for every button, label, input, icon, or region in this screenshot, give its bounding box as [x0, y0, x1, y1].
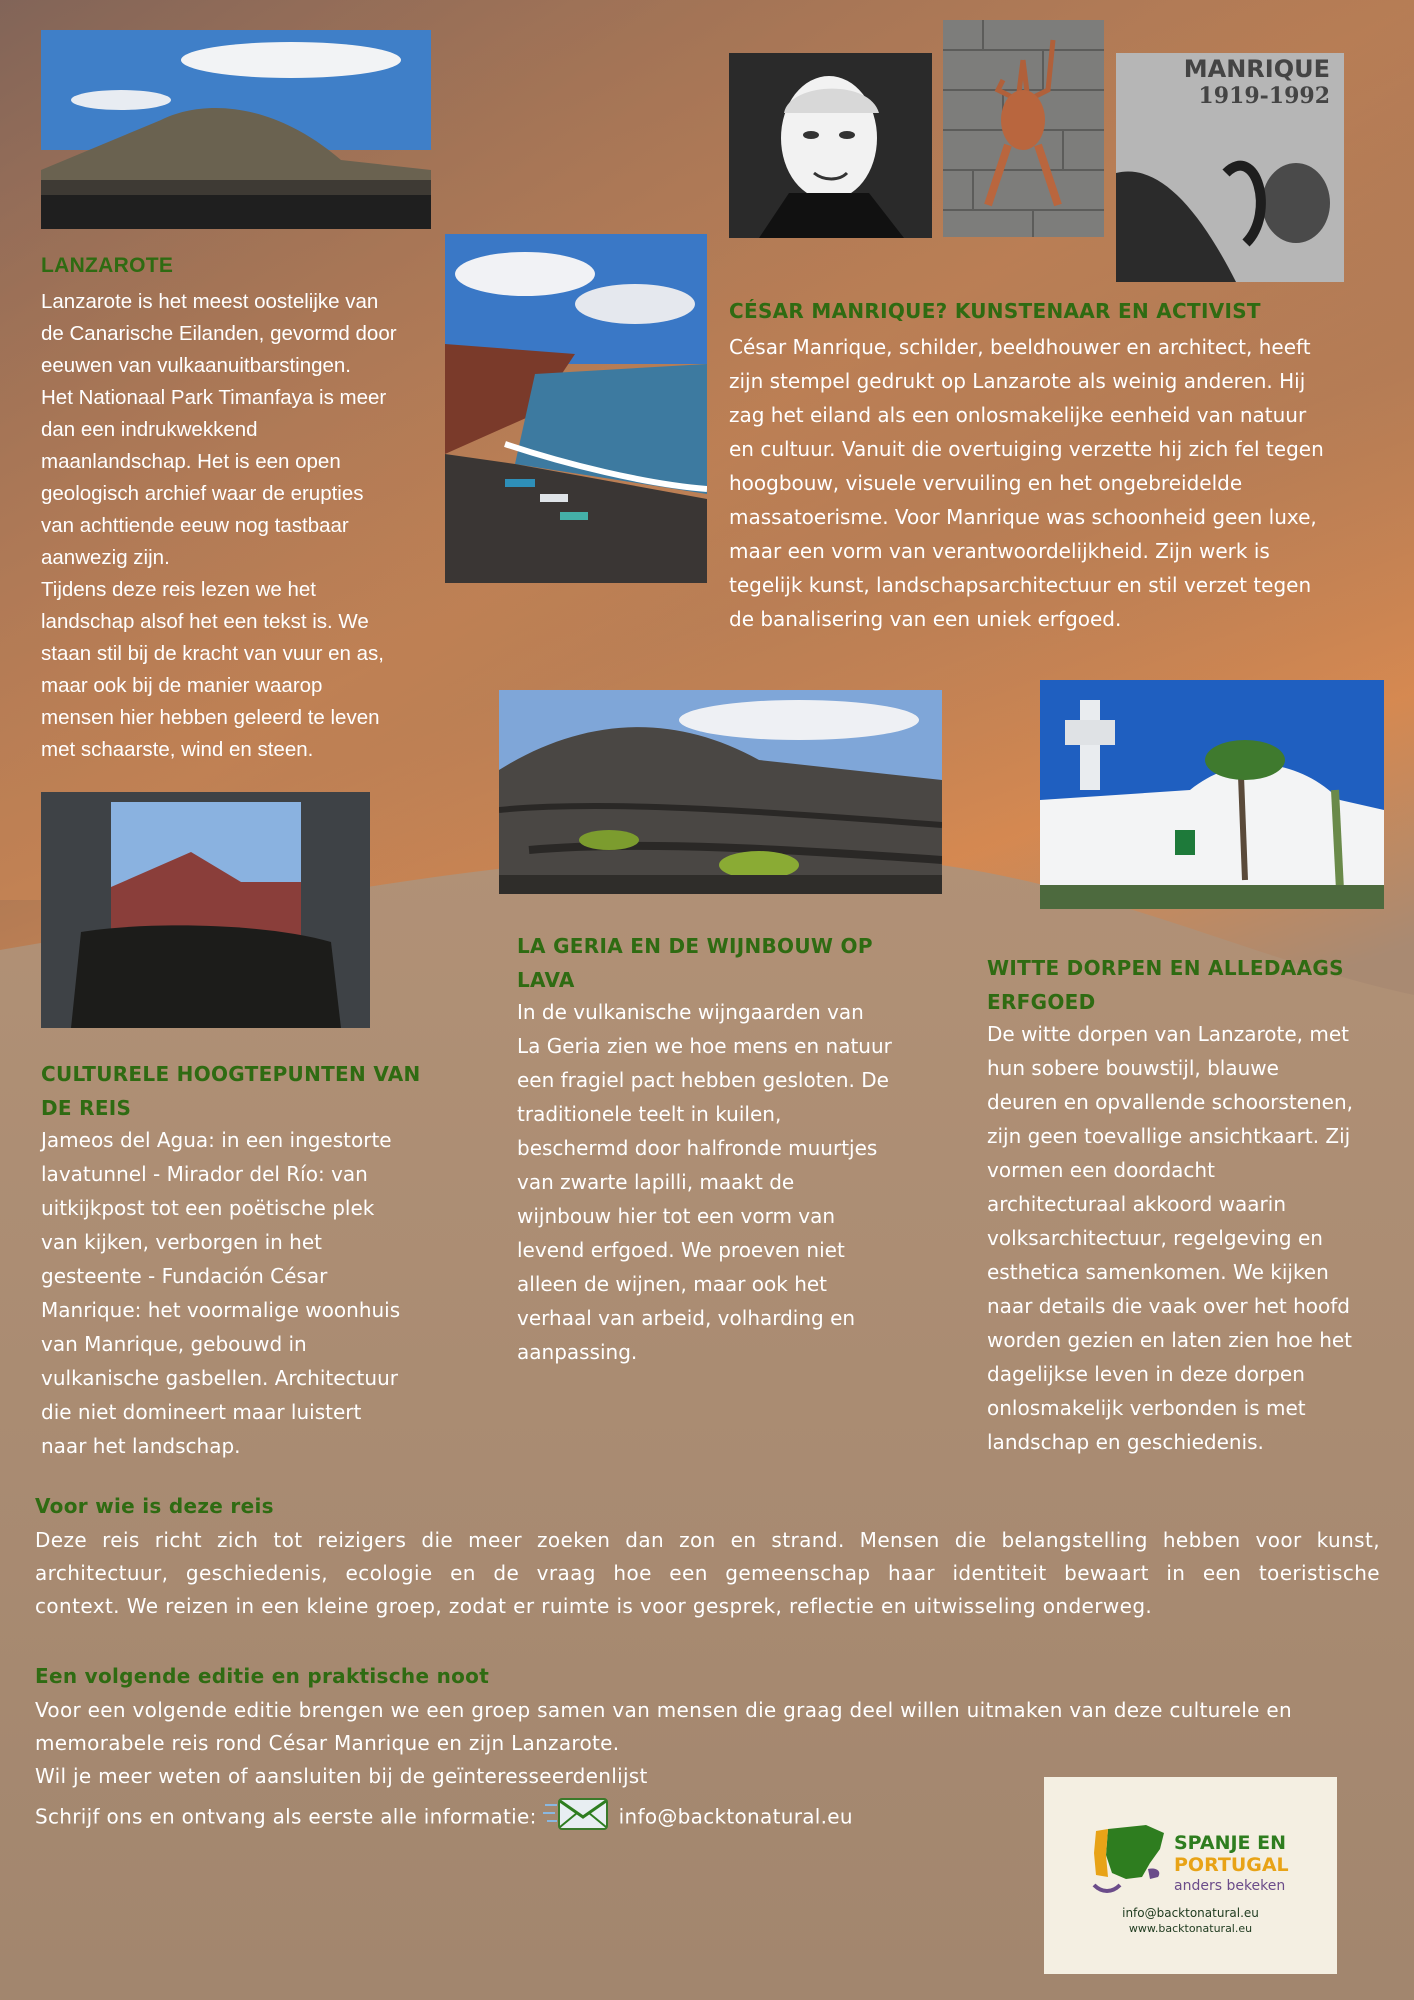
text-line: staan stil bij de kracht van vuur en as,	[41, 642, 384, 665]
heading-line: LA GERIA EN DE WIJNBOUW OP	[517, 934, 873, 958]
text-line: Het Nationaal Park Timanfaya is meer	[41, 386, 387, 409]
text-voor-wie	[35, 1524, 1380, 1623]
heading-line: DE REIS	[41, 1096, 132, 1120]
text-line: traditionele teelt in kuilen,	[517, 1102, 782, 1126]
banner-title: MANRIQUE	[1183, 55, 1330, 83]
text-line: verhaal van arbeid, volharding en	[517, 1306, 856, 1330]
text-geria	[517, 995, 892, 1369]
text-manrique	[729, 330, 1324, 636]
photo-devil-sculpture	[943, 20, 1104, 237]
text-line: en cultuur. Vanuit die overtuiging verzette hij zich fel tegen	[729, 437, 1324, 461]
heading-voor-wie: Voor wie is deze reis	[35, 1494, 274, 1518]
text-line: de banalisering van een uniek erfgoed.	[729, 607, 1122, 631]
text-line: landschap alsof het een tekst is. We	[41, 610, 369, 633]
text-line: massatoerisme. Voor Manrique was schoonheid geen luxe,	[729, 505, 1317, 529]
photo-window-view	[41, 792, 370, 1028]
text-line: dagelijkse leven in deze dorpen	[987, 1362, 1305, 1386]
text-line: De witte dorpen van Lanzarote, met	[987, 1022, 1349, 1046]
text-line: zag het eiland als een onlosmakelijke eenheid van natuur	[729, 403, 1307, 427]
text-line: zijn geen toevallige ansichtkaart. Zij	[987, 1124, 1351, 1148]
text-line: aanpassing.	[517, 1340, 638, 1364]
text-line: met schaarste, wind en steen.	[41, 738, 314, 761]
heading-hoogtepunten	[41, 1057, 421, 1125]
text-line: Jameos del Agua: in een ingestorte	[41, 1128, 392, 1152]
photo-manrique-portrait	[729, 53, 932, 238]
heading-lanzarote: LANZAROTE	[41, 254, 174, 277]
heading-line: WITTE DORPEN EN ALLEDAAGS	[987, 956, 1344, 980]
text-line: Wil je meer weten of aansluiten bij de geïnteresseerdenlijst	[35, 1764, 648, 1788]
logo-line-1: SPANJE EN	[1174, 1832, 1287, 1854]
text-line: mensen hier hebben geleerd te leven	[41, 706, 380, 729]
text-line: worden gezien en laten zien hoe het	[987, 1328, 1353, 1352]
heading-geria	[517, 929, 873, 997]
text-line: deuren en opvallende schoorstenen,	[987, 1090, 1353, 1114]
banner-years: 1919-1992	[1198, 83, 1330, 109]
logo-line-3: anders bekeken	[1174, 1878, 1286, 1894]
text-line: In de vulkanische wijngaarden van	[517, 1000, 864, 1024]
text-line: lavatunnel - Mirador del Río: van	[41, 1162, 368, 1186]
text-line: maar ook bij de manier waarop	[41, 674, 323, 697]
text-line: maanlandschap. Het is een open	[41, 450, 341, 473]
heading-line: CULTURELE HOOGTEPUNTEN VAN	[41, 1062, 421, 1086]
text-line: die niet domineert maar luistert	[41, 1400, 362, 1424]
iberia-map-icon	[1086, 1819, 1176, 1919]
logo-card	[1044, 1777, 1337, 1974]
text-line: alleen de wijnen, maar ook het	[517, 1272, 828, 1296]
logo-line-2: PORTUGAL	[1174, 1854, 1289, 1876]
photo-white-village	[1040, 680, 1384, 909]
logo-website: www.backtonatural.eu	[1128, 1922, 1253, 1935]
text-line: architecturaal akkoord waarin	[987, 1192, 1287, 1216]
text-line: eeuwen van vulkaanuitbarstingen.	[41, 354, 351, 377]
photo-black-beach	[445, 234, 707, 583]
envelope-icon	[543, 1793, 613, 1843]
photo-la-geria	[499, 690, 942, 894]
heading-manrique: CÉSAR MANRIQUE? KUNSTENAAR EN ACTIVIST	[729, 299, 1261, 323]
text-line: geologisch archief waar de erupties	[41, 482, 364, 505]
text-line: van Manrique, gebouwd in	[41, 1332, 307, 1356]
text-line: van zwarte lapilli, maakt de	[517, 1170, 795, 1194]
text-line: Voor een volgende editie brengen we een groep samen van mensen die graag deel willen uitmaken van deze culturele en	[35, 1698, 1292, 1722]
photo-manrique-banner	[1116, 53, 1344, 282]
heading-dorpen	[987, 951, 1344, 1019]
text-line: landschap en geschiedenis.	[987, 1430, 1264, 1454]
text-line: maar een vorm van verantwoordelijkheid. Zijn werk is	[729, 539, 1270, 563]
text-line: memorabele reis rond César Manrique en zijn Lanzarote.	[35, 1731, 620, 1755]
text-line: vulkanische gasbellen. Architectuur	[41, 1366, 398, 1390]
text-line: architectuur, geschiedenis, ecologie en de vraag hoe een gemeenschap haar identiteit bewaart in een toeristische	[35, 1561, 1380, 1585]
text-line: aanwezig zijn.	[41, 546, 170, 569]
text-line: uitkijkpost tot een poëtische plek	[41, 1196, 375, 1220]
text-line: levend erfgoed. We proeven niet	[517, 1238, 845, 1262]
text-line: context. We reizen in een kleine groep, zodat er ruimte is voor gesprek, reflectie en uitwisseling onderweg.	[35, 1594, 1153, 1618]
text-line: beschermd door halfronde muurtjes	[517, 1136, 878, 1160]
text-line: volksarchitectuur, regelgeving en	[987, 1226, 1323, 1250]
text-lanzarote	[41, 286, 397, 766]
text-line: esthetica samenkomen. We kijken	[987, 1260, 1329, 1284]
heading-line: ERFGOED	[987, 990, 1096, 1014]
text-line: een fragiel pact hebben gesloten. De	[517, 1068, 889, 1092]
text-line: naar details die vaak over het hoofd	[987, 1294, 1350, 1318]
text-line: wijnbouw hier tot een vorm van	[517, 1204, 836, 1228]
heading-line: LAVA	[517, 968, 575, 992]
text-dorpen	[987, 1017, 1353, 1459]
text-line: Deze reis richt zich tot reizigers die meer zoeken dan zon en strand. Mensen die belangstelling hebben voor kunst,	[35, 1528, 1380, 1552]
text-line: van achttiende eeuw nog tastbaar	[41, 514, 349, 537]
photo-lanzarote-mountain	[41, 30, 431, 229]
text-line: vormen een doordacht	[987, 1158, 1215, 1182]
text-line: dan een indrukwekkend	[41, 418, 258, 441]
text-line: hoogbouw, visuele vervuiling en het ongebreidelde	[729, 471, 1243, 495]
text-line: de Canarische Eilanden, gevormd door	[41, 322, 397, 345]
text-line: zijn stempel gedrukt op Lanzarote als weinig anderen. Hij	[729, 369, 1306, 393]
text-line: naar het landschap.	[41, 1434, 241, 1458]
text-line: Manrique: het voormalige woonhuis	[41, 1298, 401, 1322]
text-line: gesteente - Fundación César	[41, 1264, 328, 1288]
text-line: van kijken, verborgen in het	[41, 1230, 322, 1254]
text-line: tegelijk kunst, landschapsarchitectuur en stil verzet tegen	[729, 573, 1312, 597]
text-line: Lanzarote is het meest oostelijke van	[41, 290, 379, 313]
email-link[interactable]: info@backtonatural.eu	[618, 1804, 853, 1829]
logo-email: info@backtonatural.eu	[1122, 1906, 1259, 1920]
contact-text: Schrijf ons en ontvang als eerste alle informatie:	[35, 1804, 537, 1829]
text-line: César Manrique, schilder, beeldhouwer en architect, heeft	[729, 335, 1311, 359]
text-line: onlosmakelijk verbonden is met	[987, 1396, 1306, 1420]
text-hoogtepunten	[41, 1123, 400, 1463]
heading-volgende-editie: Een volgende editie en praktische noot	[35, 1664, 490, 1688]
text-line: La Geria zien we hoe mens en natuur	[517, 1034, 892, 1058]
text-line: Tijdens deze reis lezen we het	[41, 578, 316, 601]
text-line: hun sobere bouwstijl, blauwe	[987, 1056, 1279, 1080]
